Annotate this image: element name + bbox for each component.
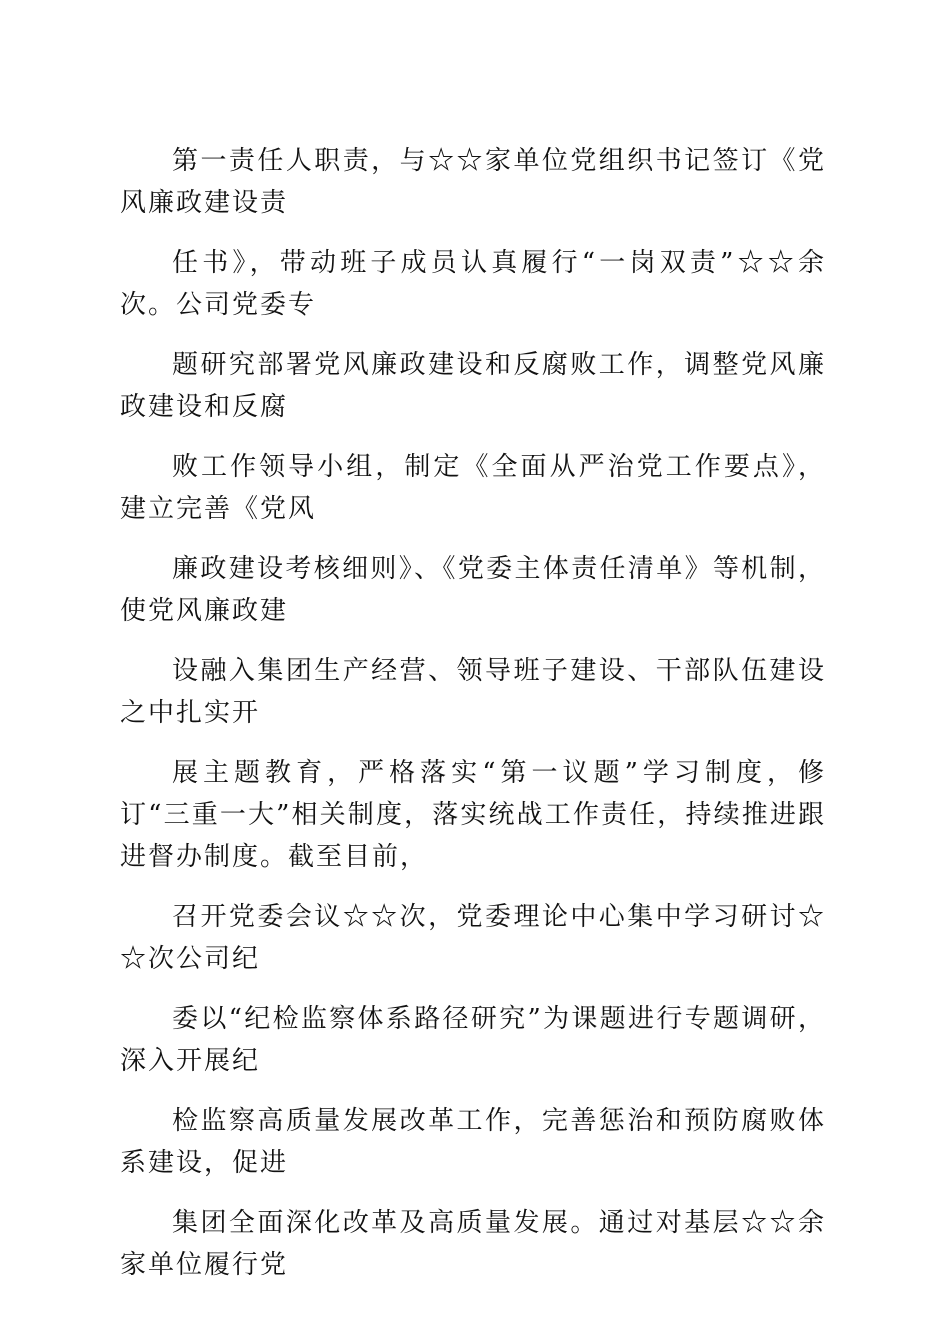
- paragraph-10: 检监察高质量发展改革工作，完善惩治和预防腐败体系建设，促进: [120, 1106, 826, 1178]
- document-body: [120, 140, 826, 1304]
- paragraph-5: 廉政建设考核细则》、《党委主体责任清单》等机制，使党风廉政建: [120, 554, 826, 626]
- paragraph-2: 任书》，带动班子成员认真履行“一岗双责”☆☆余次。公司党委专: [120, 248, 826, 320]
- paragraph-1: 第一责任人职责，与☆☆家单位党组织书记签订《党风廉政建设责: [120, 146, 826, 218]
- paragraph-11: 集团全面深化改革及高质量发展。通过对基层☆☆余家单位履行党: [120, 1208, 826, 1280]
- paragraph-3: 题研究部署党风廉政建设和反腐败工作，调整党风廉政建设和反腐: [120, 350, 826, 422]
- paragraph-4: 败工作领导小组，制定《全面从严治党工作要点》，建立完善《党风: [120, 452, 826, 524]
- paragraph-9: 委以“纪检监察体系路径研究”为课题进行专题调研，深入开展纪: [120, 1004, 826, 1076]
- paragraph-6: 设融入集团生产经营、领导班子建设、干部队伍建设之中扎实开: [120, 656, 826, 728]
- paragraph-8: 召开党委会议☆☆次，党委理论中心集中学习研讨☆☆次公司纪: [120, 902, 826, 974]
- paragraph-7: 展主题教育，严格落实“第一议题”学习制度，修订“三重一大”相关制度，落实统战工作责任，持续推进跟进督办制度。截至目前，: [120, 758, 826, 872]
